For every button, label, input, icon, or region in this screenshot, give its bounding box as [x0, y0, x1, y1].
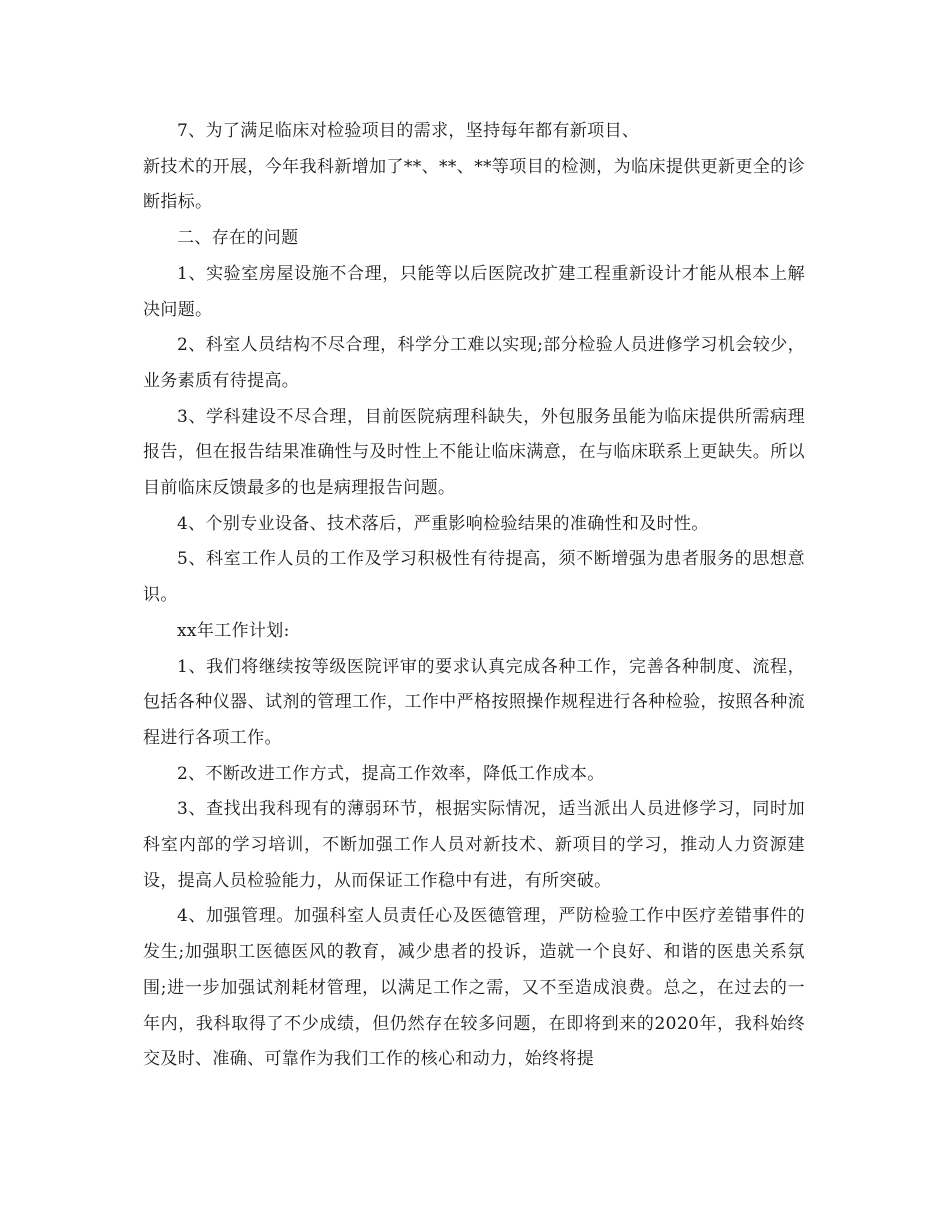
paragraph-new-tech: 新技术的开展，今年我科新增加了**、**、**等项目的检测，为临床提供更新更全的诊断指标。: [143, 156, 805, 213]
paragraph-plan-1: 1、我们将继续按等级医院评审的要求认真完成各种工作，完善各种制度、流程，包括各种仪器、试剂的管理工作，工作中严格按照操作规程进行各种检验，按照各种流程进行各项工作。: [143, 656, 805, 748]
section-heading-problems: 二、存在的问题: [177, 228, 299, 249]
paragraph-problem-5: 5、科室工作人员的工作及学习积极性有待提高，须不断增强为患者服务的思想意识。: [143, 549, 805, 606]
paragraph-problem-2: 2、科室人员结构不尽合理，科学分工难以实现;部分检验人员进修学习机会较少，业务素质有待提高。: [143, 335, 805, 391]
paragraph-problem-4: 4、个别专业设备、技术落后，严重影响检验结果的准确性和及时性。: [177, 513, 709, 534]
paragraph-plan-3: 3、查找出我科现有的薄弱环节，根据实际情况，适当派出人员进修学习，同时加科室内部的学习培训，不断加强工作人员对新技术、新项目的学习，推动人力资源建设，提高人员检验能力，从而保证工作稳中有进，有所突破。: [143, 799, 805, 891]
paragraph-problem-1: 1、实验室房屋设施不合理，只能等以后医院改扩建工程重新设计才能从根本上解决问题。: [143, 263, 805, 320]
paragraph-item-7: 7、为了满足临床对检验项目的需求，坚持每年都有新项目、: [177, 121, 640, 141]
paragraph-plan-2: 2、不断改进工作方式，提高工作效率，降低工作成本。: [177, 763, 605, 784]
paragraph-problem-3: 3、学科建设不尽合理，目前医院病理科缺失，外包服务虽能为临床提供所需病理报告，但在报告结果准确性与及时性上不能让临床满意，在与临床联系上更缺失。所以目前临床反馈最多的也是病理报告问题。: [143, 406, 805, 499]
paragraph-plan-4: 4、加强管理。加强科室人员责任心及医德管理，严防检验工作中医疗差错事件的发生;加强职工医德医风的教育，减少患者的投诉，造就一个良好、和谐的医患关系氛围;进一步加强试剂耗材管理，以满足工作之需，又不至造成浪费。总之，在过去的一年内，我科取得了不少成绩，但仍然存在较多问题，在即将到来的2020年，我科始终交及时、准确、可靠作为我们工作的核心和动力，始终将提: [143, 906, 805, 1070]
section-heading-work-plan: xx年工作计划:: [177, 620, 290, 641]
document-body: [143, 114, 805, 1078]
